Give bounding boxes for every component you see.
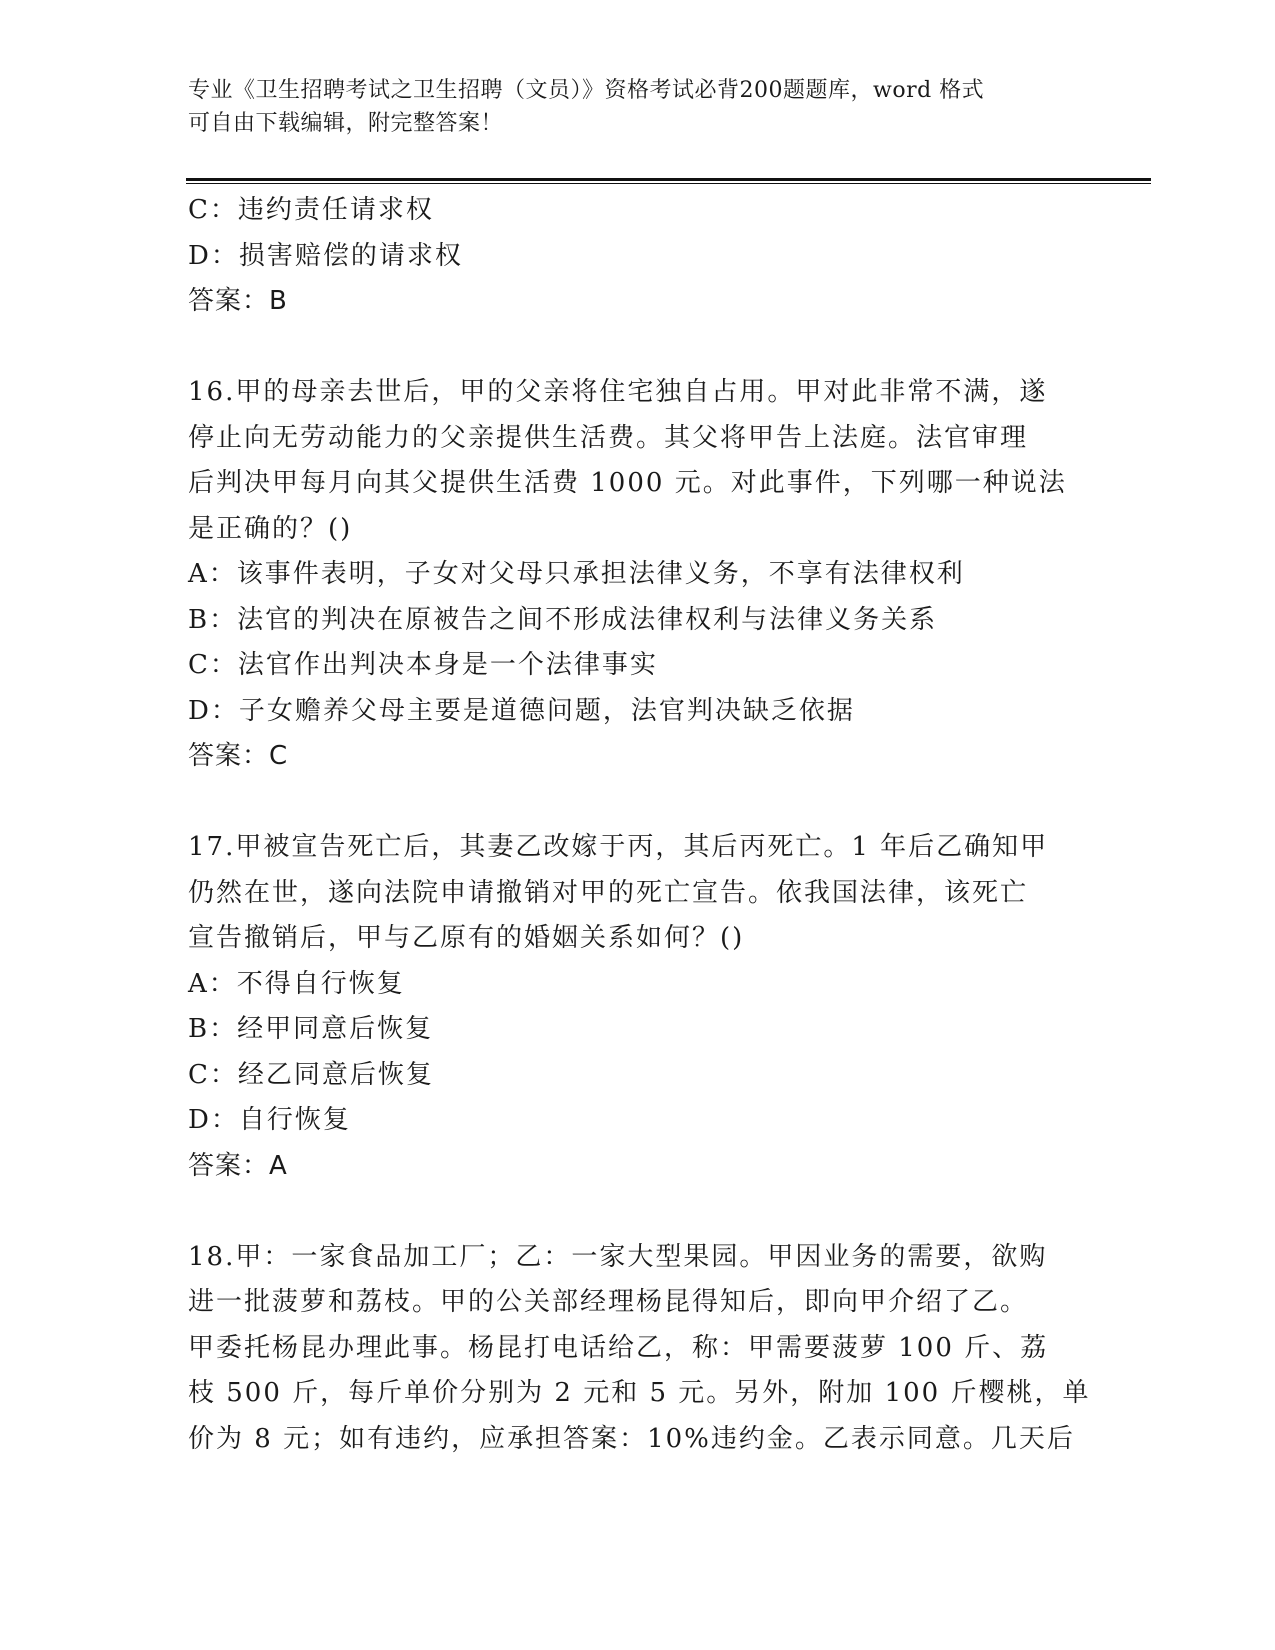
header-divider-thin	[186, 183, 1151, 184]
option-d: D：自行恢复	[188, 1105, 351, 1135]
question-stem-line: 16.甲的母亲去世后，甲的父亲将住宅独自占用。甲对此非常不满，遂	[188, 377, 1048, 407]
option-b: B：经甲同意后恢复	[188, 1014, 434, 1044]
spacer	[188, 325, 1078, 371]
header-line-1: 专业《卫生招聘考试之卫生招聘（文员）》资格考试必背200题题库，word 格式	[188, 78, 985, 103]
spacer	[188, 780, 1078, 826]
question-15-tail	[188, 188, 1078, 325]
document-body	[188, 188, 1091, 1462]
question-stem-line: 停止向无劳动能力的父亲提供生活费。其父将甲告上法庭。法官审理	[188, 422, 1029, 453]
option-c: C：法官作出判决本身是一个法律事实	[188, 650, 658, 680]
question-stem-line: 宣告撤销后，甲与乙原有的婚姻关系如何？()	[188, 923, 745, 953]
option-d: D：子女赡养父母主要是道德问题，法官判决缺乏依据	[188, 695, 855, 726]
option-a: A：该事件表明，子女对父母只承担法律义务，不享有法律权利	[188, 559, 965, 589]
answer-line: 答案：B	[188, 286, 288, 316]
question-stem-line: 后判决甲每月向其父提供生活费 1000 元。对此事件，下列哪一种说法	[188, 468, 1067, 498]
question-stem-line: 甲委托杨昆办理此事。杨昆打电话给乙，称：甲需要菠萝 100 斤、荔	[188, 1332, 1049, 1363]
question-stem-line: 仍然在世，遂向法院申请撤销对甲的死亡宣告。依我国法律，该死亡	[188, 877, 1029, 908]
header-line-2: 可自由下载编辑，附完整答案！	[188, 111, 504, 136]
question-stem-line: 是正确的？()	[188, 513, 353, 544]
question-16	[188, 370, 1078, 780]
question-stem-line: 价为 8 元；如有违约，应承担答案：10%违约金。乙表示同意。几天后	[188, 1423, 1075, 1454]
question-17	[188, 825, 1078, 1189]
question-stem-line: 枝 500 斤，每斤单价分别为 2 元和 5 元。另外，附加 100 斤樱桃，单	[188, 1378, 1091, 1408]
question-stem-line: 进一批菠萝和荔枝。甲的公关部经理杨昆得知后，即向甲介绍了乙。	[188, 1287, 1029, 1317]
option-c: C：违约责任请求权	[188, 195, 434, 225]
spacer	[188, 1189, 1078, 1235]
question-stem-line: 18.甲：一家食品加工厂；乙：一家大型果园。甲因业务的需要，欲购	[188, 1241, 1048, 1272]
option-a: A：不得自行恢复	[188, 968, 405, 999]
option-d: D：损害赔偿的请求权	[188, 240, 463, 271]
answer-line: 答案：C	[188, 741, 289, 771]
header-divider-thick	[186, 178, 1151, 181]
option-c: C：经乙同意后恢复	[188, 1059, 434, 1090]
question-18	[188, 1235, 1091, 1463]
option-b: B：法官的判决在原被告之间不形成法律权利与法律义务关系	[188, 604, 938, 635]
page-header	[188, 74, 1088, 140]
answer-line: 答案：A	[188, 1150, 288, 1181]
question-stem-line: 17.甲被宣告死亡后，其妻乙改嫁于丙，其后丙死亡。1 年后乙确知甲	[188, 832, 1049, 862]
